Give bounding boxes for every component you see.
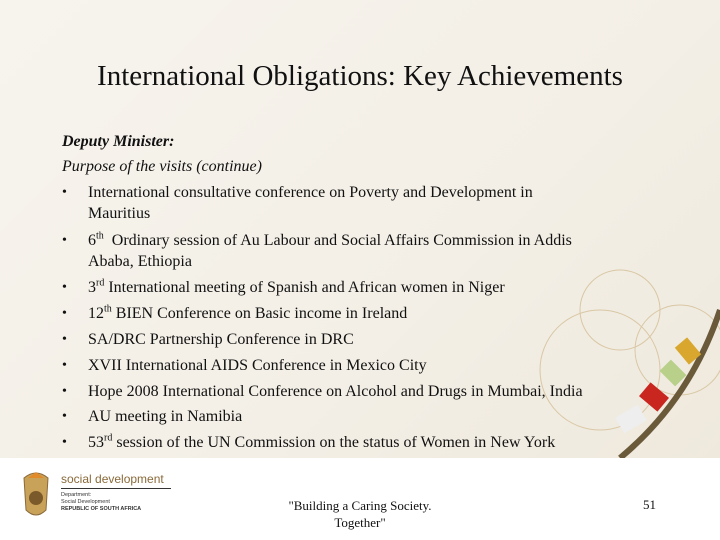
page-number: 51 <box>643 497 656 512</box>
item-text-rest: Ordinary session of Au Labour and Social Affairs Commission in Addis <box>103 232 572 249</box>
list-item <box>88 184 533 202</box>
list-item <box>88 331 354 349</box>
list-item <box>88 305 407 323</box>
item-text: SA/DRC Partnership Conference in DRC <box>88 331 354 348</box>
list-item <box>88 383 583 401</box>
logo-line-2: Social Development <box>61 499 110 505</box>
coat-of-arms-icon <box>16 470 56 520</box>
bullet-icon: • <box>62 409 67 424</box>
footer-slogan <box>270 497 450 531</box>
item-text: AU meeting in Namibia <box>88 408 243 425</box>
item-text-rest: International meeting of Spanish and African women in Niger <box>104 279 505 296</box>
logo-name: social development <box>61 472 164 486</box>
item-text: XVII International AIDS Conference in Mexico City <box>88 357 427 374</box>
item-text-rest: session of the UN Commission on the status of Women in New York <box>112 434 556 451</box>
footer-line-1: "Building a Caring Society. <box>288 498 432 513</box>
social-development-logo <box>16 470 176 522</box>
item-text: 3 <box>88 279 96 296</box>
item-superscript: th <box>104 303 112 315</box>
item-text: 53 <box>88 434 104 451</box>
bullet-icon: • <box>62 306 67 321</box>
item-text: 6 <box>88 232 96 249</box>
bullet-icon: • <box>62 185 67 200</box>
footer-line-2: Together" <box>334 515 386 530</box>
bullet-icon: • <box>62 358 67 373</box>
list-item <box>88 357 427 375</box>
list-item <box>88 434 555 452</box>
item-text: Hope 2008 International Conference on Alcohol and Drugs in Mumbai, India <box>88 383 583 400</box>
list-item-continuation: Ababa, Ethiopia <box>88 253 192 270</box>
bullet-icon: • <box>62 332 67 347</box>
list-item <box>88 408 242 426</box>
item-text-rest: BIEN Conference on Basic income in Ireland <box>111 305 408 322</box>
section-heading: Deputy Minister: <box>62 133 175 150</box>
item-text: International consultative conference on Poverty and Development in <box>88 184 533 201</box>
item-superscript: rd <box>104 432 113 444</box>
list-item-continuation: Mauritius <box>88 205 151 222</box>
logo-line-3: REPUBLIC OF SOUTH AFRICA <box>61 506 142 512</box>
list-item <box>88 232 572 250</box>
slide-title: International Obligations: Key Achievements <box>97 60 623 92</box>
item-superscript: rd <box>96 277 105 289</box>
list-item <box>88 279 505 297</box>
bullet-icon: • <box>62 435 67 450</box>
logo-line-1: Department: <box>61 492 92 498</box>
item-superscript: th <box>96 230 104 242</box>
section-subheading: Purpose of the visits (continue) <box>62 158 262 175</box>
bullet-icon: • <box>62 384 67 399</box>
bullet-icon: • <box>62 233 67 248</box>
item-text: 12 <box>88 305 104 322</box>
bullet-icon: • <box>62 280 67 295</box>
